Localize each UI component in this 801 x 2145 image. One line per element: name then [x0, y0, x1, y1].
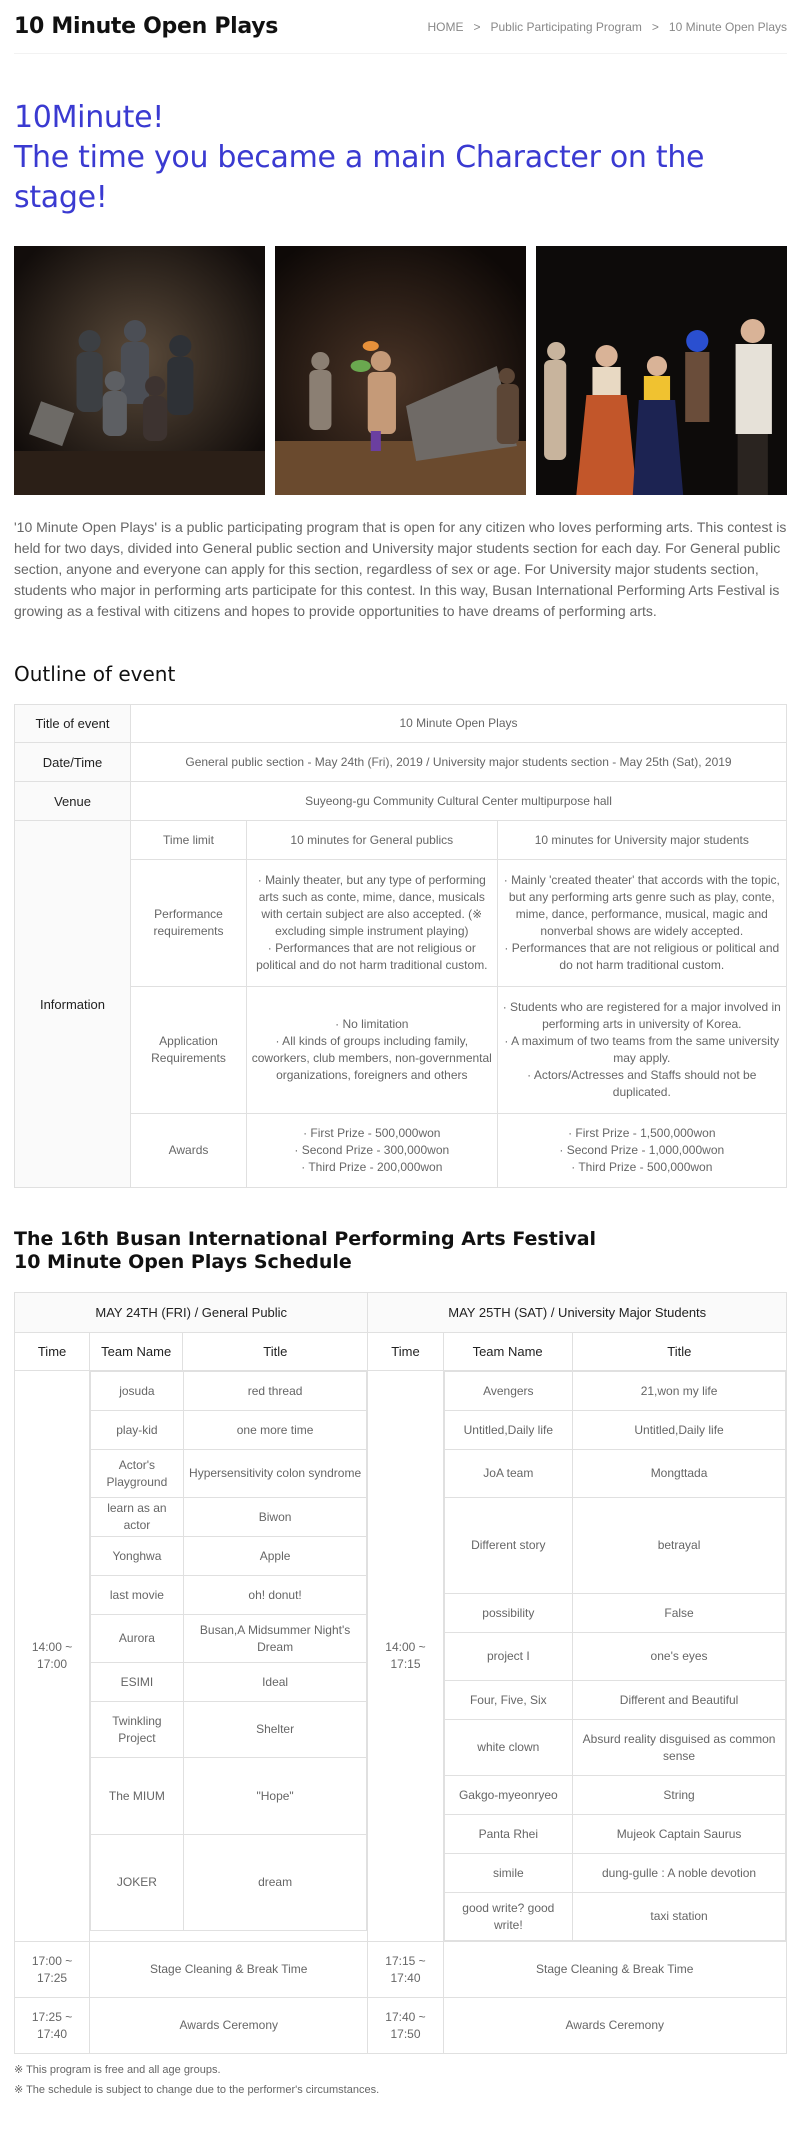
- day2-team-name: Four, Five, Six: [444, 1681, 573, 1720]
- day2-team-name: good write? good write!: [444, 1893, 573, 1941]
- breadcrumb-separator: >: [473, 19, 481, 34]
- day2-performance-title: 21,won my life: [573, 1372, 786, 1411]
- day2-performance-title: False: [573, 1594, 786, 1633]
- schedule-heading: [14, 1228, 787, 1274]
- day1-performance-title: one more time: [183, 1411, 367, 1450]
- day2-performance-title: Mujeok Captain Saurus: [573, 1815, 786, 1854]
- day1-awards-label: Awards Ceremony: [90, 1998, 368, 2054]
- outline-row-application: [15, 987, 787, 1114]
- performance-photo-1: [14, 246, 265, 495]
- day2-performance-row: [444, 1498, 785, 1594]
- day1-performance-title: Ideal: [183, 1663, 367, 1702]
- day1-time-slot: 14:00 ~ 17:00: [15, 1371, 90, 1942]
- day2-performance-row: [444, 1372, 785, 1411]
- schedule-column-header-row: [15, 1333, 787, 1371]
- day1-team-name: Twinkling Project: [91, 1702, 184, 1758]
- application-general: · No limitation · All kinds of groups including family, coworkers, club members, non-governmental organizations, foreigners and others: [247, 987, 498, 1114]
- day1-break-time: 17:00 ~ 17:25: [15, 1942, 90, 1998]
- day2-performance-row: [444, 1594, 785, 1633]
- schedule-table: [14, 1292, 787, 2054]
- information-label: Information: [15, 821, 131, 1188]
- day2-time-slot: 14:00 ~ 17:15: [368, 1371, 443, 1942]
- day2-break-label: Stage Cleaning & Break Time: [443, 1942, 786, 1998]
- day1-awards-time: 17:25 ~ 17:40: [15, 1998, 90, 2054]
- day2-team-name: Avengers: [444, 1372, 573, 1411]
- day1-title-header: Title: [183, 1333, 368, 1371]
- hero-line-1: 10Minute!: [14, 100, 164, 135]
- day1-performance-row: [91, 1498, 367, 1537]
- day2-performance-row: [444, 1450, 785, 1498]
- day2-header: MAY 25TH (SAT) / University Major Students: [368, 1293, 787, 1333]
- day2-team-name: project I: [444, 1633, 573, 1681]
- day1-performance-row: [91, 1576, 367, 1615]
- day1-header: MAY 24TH (FRI) / General Public: [15, 1293, 368, 1333]
- awards-label: Awards: [131, 1114, 247, 1188]
- day2-performance-title: Absurd reality disguised as common sense: [573, 1720, 786, 1776]
- day2-performance-title: String: [573, 1776, 786, 1815]
- day1-performance-title: oh! donut!: [183, 1576, 367, 1615]
- day2-performance-row: [444, 1776, 785, 1815]
- day1-performance-row: [91, 1663, 367, 1702]
- performance-university: · Mainly 'created theater' that accords with the topic, but any performing arts genre such as play, conte, mime, dance, performance, musical, magic and nonverbal shows are widely accepted. · Performances that are not religious or political and do not harm traditional custom.: [497, 860, 786, 987]
- day2-team-name: Untitled,Daily life: [444, 1411, 573, 1450]
- day1-performance-title: Shelter: [183, 1702, 367, 1758]
- day1-performance-row: [91, 1615, 367, 1663]
- day2-performances: [443, 1371, 786, 1942]
- schedule-awards-row: [15, 1998, 787, 2054]
- day2-performance-title: betrayal: [573, 1498, 786, 1594]
- day2-performance-title: Untitled,Daily life: [573, 1411, 786, 1450]
- day2-performance-list: [444, 1371, 786, 1941]
- day1-performance-row: [91, 1537, 367, 1576]
- breadcrumb-current[interactable]: 10 Minute Open Plays: [668, 19, 787, 34]
- outline-row-title: [15, 705, 787, 743]
- title-label: Title of event: [15, 705, 131, 743]
- day1-performance-row: [91, 1450, 367, 1498]
- day1-performance-row: [91, 1702, 367, 1758]
- hero-line-2: The time you became a main Character on the stage!: [14, 140, 705, 215]
- day2-team-name: Gakgo-myeonryeo: [444, 1776, 573, 1815]
- day1-team-name: JOKER: [91, 1835, 184, 1931]
- performance-photo-3: [536, 246, 787, 495]
- time-limit-label: Time limit: [131, 821, 247, 860]
- day1-performance-row: [91, 1758, 367, 1835]
- day2-team-name: white clown: [444, 1720, 573, 1776]
- day2-performance-title: Mongttada: [573, 1450, 786, 1498]
- date-label: Date/Time: [15, 743, 131, 782]
- breadcrumb-program[interactable]: Public Participating Program: [490, 19, 642, 34]
- performance-general: · Mainly theater, but any type of performing arts such as conte, mime, dance, musicals with certain subject are also accepted. (※ excluding simple instrument playing) · Performances that are not religious or political and do not harm traditional custom.: [247, 860, 498, 987]
- outline-heading: Outline of event: [14, 662, 176, 686]
- day1-performance-list: [90, 1371, 367, 1931]
- day2-performance-row: [444, 1720, 785, 1776]
- application-label: Application Requirements: [131, 987, 247, 1114]
- day2-team-name: Panta Rhei: [444, 1815, 573, 1854]
- day1-performances: [90, 1371, 368, 1942]
- breadcrumb-separator: >: [651, 19, 659, 34]
- day2-performance-title: Different and Beautiful: [573, 1681, 786, 1720]
- venue-label: Venue: [15, 782, 131, 821]
- schedule-main-row: [15, 1371, 787, 1942]
- schedule-break-row: [15, 1942, 787, 1998]
- day1-performance-row: [91, 1372, 367, 1411]
- outline-row-awards: [15, 1114, 787, 1188]
- day1-performance-title: "Hope": [183, 1758, 367, 1835]
- outline-row-time-limit: [15, 821, 787, 860]
- day1-performance-title: dream: [183, 1835, 367, 1931]
- photo-gallery: [14, 246, 787, 495]
- day1-break-label: Stage Cleaning & Break Time: [90, 1942, 368, 1998]
- day1-team-name: The MIUM: [91, 1758, 184, 1835]
- breadcrumb: [427, 20, 787, 34]
- awards-general: · First Prize - 500,000won · Second Prize - 300,000won · Third Prize - 200,000won: [247, 1114, 498, 1188]
- day1-performance-title: Biwon: [183, 1498, 367, 1537]
- day2-team-name: Different story: [444, 1498, 573, 1594]
- day2-team-name: JoA team: [444, 1450, 573, 1498]
- breadcrumb-home[interactable]: HOME: [427, 19, 464, 34]
- venue-value: Suyeong-gu Community Cultural Center multipurpose hall: [131, 782, 787, 821]
- day2-team-name: possibility: [444, 1594, 573, 1633]
- note-change: ※ The schedule is subject to change due to the performer's circumstances.: [14, 2084, 380, 2096]
- day2-performance-row: [444, 1681, 785, 1720]
- day1-team-name: last movie: [91, 1576, 184, 1615]
- day1-team-header: Team Name: [90, 1333, 183, 1371]
- awards-university: · First Prize - 1,500,000won · Second Prize - 1,000,000won · Third Prize - 500,000won: [497, 1114, 786, 1188]
- day2-performance-title: one's eyes: [573, 1633, 786, 1681]
- day2-time-header: Time: [368, 1333, 443, 1371]
- day2-performance-row: [444, 1411, 785, 1450]
- performance-label: Performance requirements: [131, 860, 247, 987]
- day1-performance-title: Busan,A Midsummer Night's Dream: [183, 1615, 367, 1663]
- day1-team-name: learn as an actor: [91, 1498, 184, 1537]
- day1-team-name: Aurora: [91, 1615, 184, 1663]
- time-limit-university: 10 minutes for University major students: [497, 821, 786, 860]
- day2-performance-title: taxi station: [573, 1893, 786, 1941]
- performance-photo-2: [275, 246, 526, 495]
- hero-heading: [14, 98, 787, 218]
- day1-team-name: Yonghwa: [91, 1537, 184, 1576]
- day1-performance-row: [91, 1835, 367, 1931]
- day1-team-name: josuda: [91, 1372, 184, 1411]
- day2-performance-row: [444, 1815, 785, 1854]
- outline-row-venue: [15, 782, 787, 821]
- day1-performance-title: red thread: [183, 1372, 367, 1411]
- schedule-heading-line-1: The 16th Busan International Performing Arts Festival: [14, 1228, 597, 1250]
- day2-performance-title: dung-gulle : A noble devotion: [573, 1854, 786, 1893]
- schedule-notes: [14, 2060, 787, 2100]
- outline-row-performance: [15, 860, 787, 987]
- application-university: · Students who are registered for a major involved in performing arts in university of Korea. · A maximum of two teams from the same university may apply. · Actors/Actresses and Staffs should not be duplicated.: [497, 987, 786, 1114]
- note-free: ※ This program is free and all age groups.: [14, 2064, 221, 2076]
- title-value: 10 Minute Open Plays: [131, 705, 787, 743]
- day2-team-header: Team Name: [443, 1333, 572, 1371]
- day2-team-name: simile: [444, 1854, 573, 1893]
- day2-break-time: 17:15 ~ 17:40: [368, 1942, 443, 1998]
- day2-title-header: Title: [572, 1333, 786, 1371]
- day1-team-name: ESIMI: [91, 1663, 184, 1702]
- day1-time-header: Time: [15, 1333, 90, 1371]
- intro-paragraph: '10 Minute Open Plays' is a public participating program that is open for any citizen who loves performing arts. This contest is held for two days, divided into General public section and University major students section for each day. For General public section, anyone and everyone can apply for this section, regardless of sex or age. For University major students section, students who major in performing arts participate for this contest. In this way, Busan International Performing Arts Festival is growing as a festival with citizens and hopes to provide opportunities to have dreams of performing arts.: [14, 519, 787, 619]
- day2-awards-time: 17:40 ~ 17:50: [368, 1998, 443, 2054]
- day2-performance-row: [444, 1893, 785, 1941]
- outline-table: [14, 704, 787, 1188]
- day2-performance-row: [444, 1854, 785, 1893]
- day1-performance-row: [91, 1411, 367, 1450]
- page-title: 10 Minute Open Plays: [14, 14, 279, 39]
- day1-performance-title: Hypersensitivity colon syndrome: [183, 1450, 367, 1498]
- outline-row-date: [15, 743, 787, 782]
- top-bar: [14, 0, 787, 54]
- day2-awards-label: Awards Ceremony: [443, 1998, 786, 2054]
- day2-performance-row: [444, 1633, 785, 1681]
- day1-team-name: play-kid: [91, 1411, 184, 1450]
- day1-performance-title: Apple: [183, 1537, 367, 1576]
- time-limit-general: 10 minutes for General publics: [247, 821, 498, 860]
- day1-team-name: Actor's Playground: [91, 1450, 184, 1498]
- schedule-heading-line-2: 10 Minute Open Plays Schedule: [14, 1251, 352, 1273]
- schedule-day-header-row: [15, 1293, 787, 1333]
- date-value: General public section - May 24th (Fri), 2019 / University major students section - May 25th (Sat), 2019: [131, 743, 787, 782]
